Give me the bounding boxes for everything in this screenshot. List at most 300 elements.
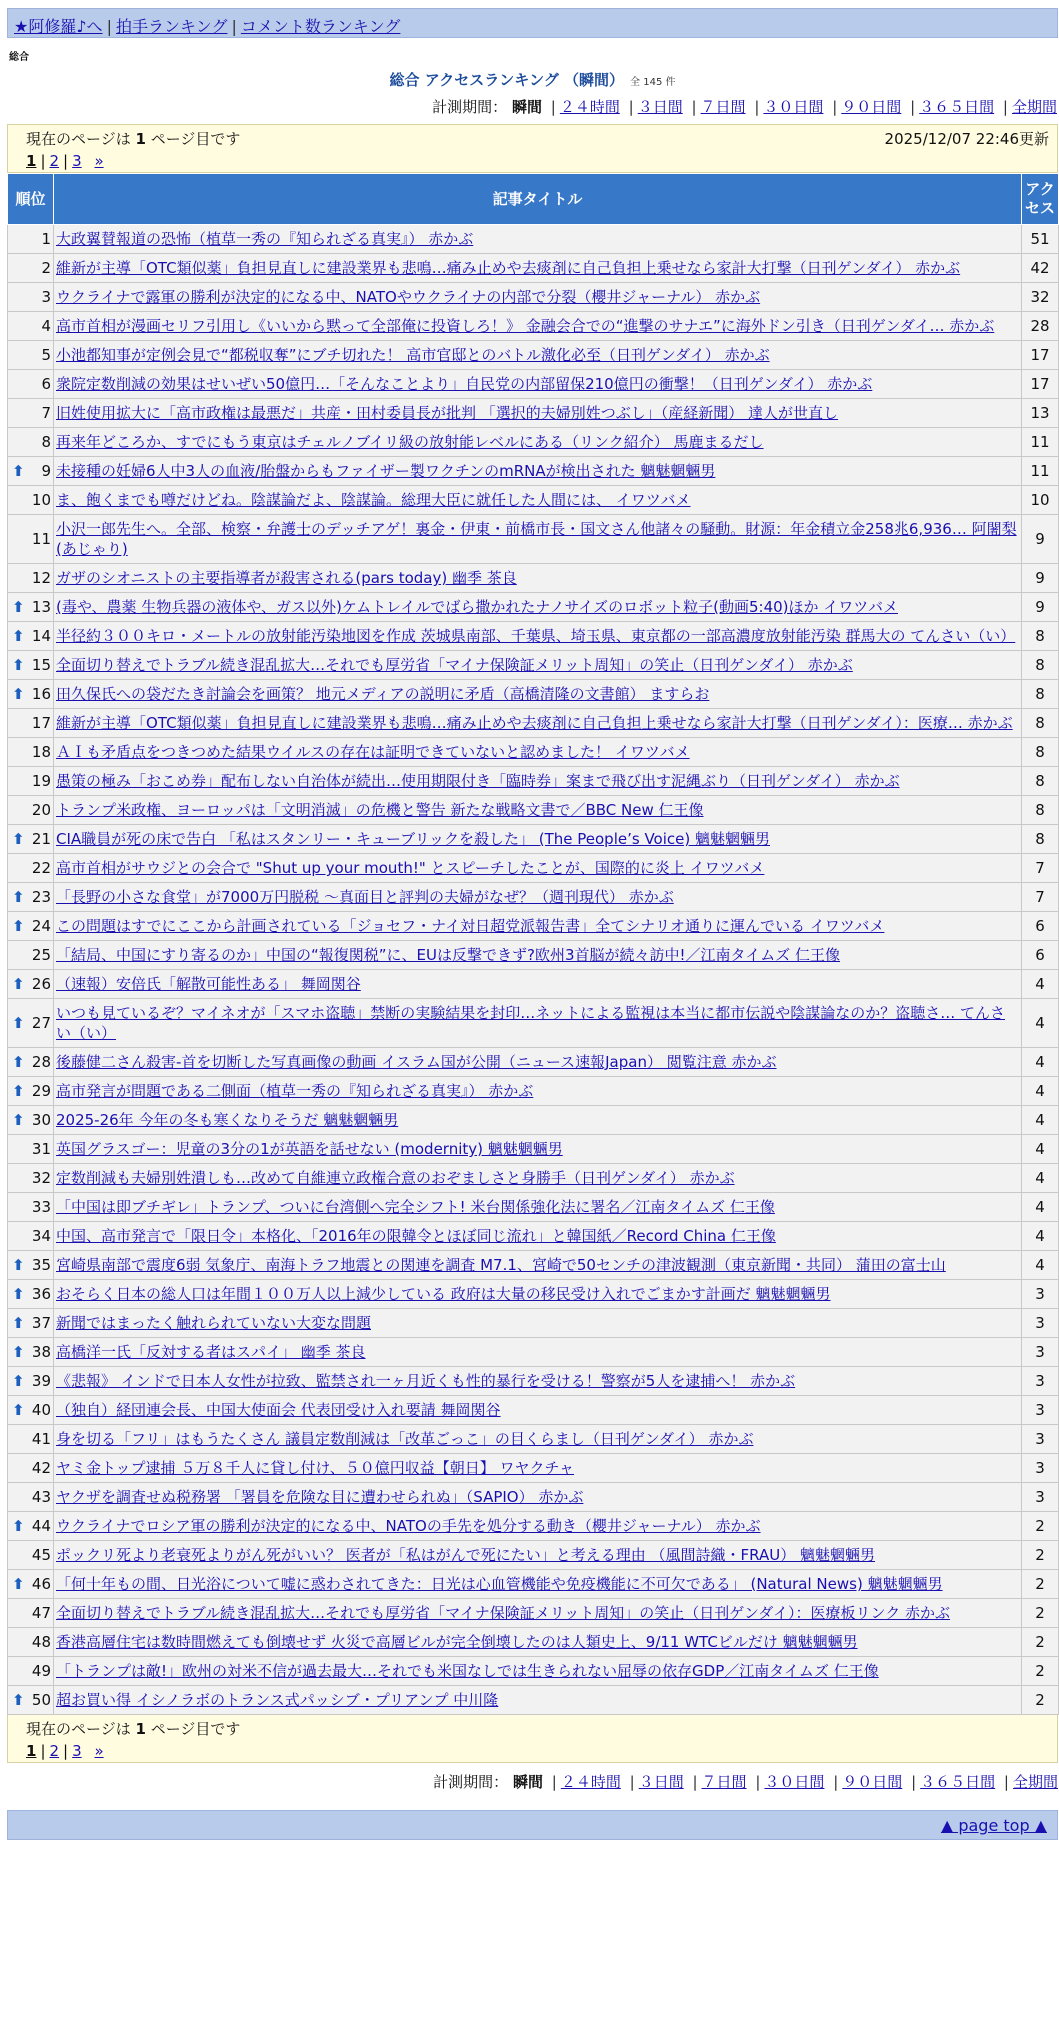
nav-link-comment-ranking[interactable]: コメント数ランキング xyxy=(240,17,401,36)
article-link[interactable]: 定数削減も夫婦別姓潰しも…改めて自維連立政権合意のおぞましさと身勝手（日刊ゲンダイ） 赤かぶ xyxy=(56,1169,735,1187)
article-link[interactable]: 「何十年もの間、日光浴について嘘に惑わされてきた：日光は心血管機能や免疫機能に不可欠である」 (Natural News) 魑魅魍魎男 xyxy=(56,1575,943,1593)
title-cell xyxy=(54,1628,1022,1657)
title-cell xyxy=(54,283,1022,312)
article-link[interactable]: ヤクザを調査せぬ税務署 「署員を危険な目に遭わせられぬ」（SAPIO） 赤かぶ xyxy=(56,1488,584,1506)
title-cell xyxy=(54,593,1022,622)
table-row xyxy=(8,1048,1059,1077)
page-link-next[interactable]: » xyxy=(94,1742,104,1760)
period-selector-top: 計測期間： 瞬間 | ２４時間 | ３日間 | ７日間 | ３０日間 | ９０日間 | ３６５日間 | 全期間 xyxy=(432,98,1057,116)
table-row xyxy=(8,1280,1059,1309)
title-cell xyxy=(54,564,1022,593)
article-link[interactable]: 中国、高市発言で「限日令」本格化、「2016年の限韓令とほぼ同じ流れ」と韓国紙／Record China 仁王像 xyxy=(56,1227,776,1245)
rank-up-arrow-icon: ⬆ xyxy=(12,830,25,848)
article-link[interactable]: 後藤健二さん殺害-首を切断した写真画像の動画 イスラム国が公開（ニュース速報Japan） 閲覧注意 赤かぶ xyxy=(56,1053,777,1071)
table-row xyxy=(8,1541,1059,1570)
rank-up-arrow-icon: ⬆ xyxy=(12,1014,25,1032)
rank-up-arrow-icon: ⬆ xyxy=(12,1082,25,1100)
article-link[interactable]: いつも見ているぞ？マイネオが「スマホ盗聴」禁断の実験結果を封印…ネットによる監視は本当に都市伝説や陰謀論なのか？盗聴さ… てんさい（い） xyxy=(56,1004,1006,1042)
title-cell xyxy=(54,767,1022,796)
rank-number: 17 xyxy=(31,714,51,732)
access-count: 10 xyxy=(1022,486,1059,515)
period-current: 瞬間 xyxy=(512,1773,543,1791)
page xyxy=(7,8,1058,1840)
period-link-90d[interactable]: ９０日間 xyxy=(841,98,902,116)
table-header-row xyxy=(8,174,1059,225)
access-count: 4 xyxy=(1022,999,1059,1048)
rank-up-arrow-icon: ⬆ xyxy=(12,685,25,703)
title-cell xyxy=(54,399,1022,428)
article-link[interactable]: ま、飽くまでも噂だけどね。陰謀論だよ、陰謀論。総理大臣に就任した人間には、 イワツバメ xyxy=(56,491,691,509)
rank-cell xyxy=(8,796,54,825)
header-title: 記事タイトル xyxy=(54,174,1022,225)
article-link[interactable]: 未接種の妊婦6人中3人の血液/胎盤からもファイザー製ワクチンのmRNAが検出された 魑魅魍魎男 xyxy=(56,462,716,480)
title-cell xyxy=(54,1309,1022,1338)
ranking-table xyxy=(7,173,1059,1715)
rank-number: 40 xyxy=(31,1401,51,1419)
rank-number: 13 xyxy=(31,598,51,616)
access-count: 8 xyxy=(1022,796,1059,825)
title-cell xyxy=(54,680,1022,709)
period-link-all[interactable]: 全期間 xyxy=(1012,1773,1058,1791)
article-link[interactable]: ウクライナでロシア軍の勝利が決定的になる中、NATOの手先を処分する動き（櫻井ジャーナル） 赤かぶ xyxy=(56,1517,761,1535)
access-count: 2 xyxy=(1022,1628,1059,1657)
rank-number: 8 xyxy=(41,433,51,451)
article-link[interactable]: 高市発言が問題である二側面（植草一秀の『知られざる真実』） 赤かぶ xyxy=(56,1082,534,1100)
article-link[interactable]: ガザのシオニストの主要指導者が殺害される(pars today) 幽季 茶良 xyxy=(56,569,517,587)
rank-cell xyxy=(8,593,54,622)
table-row xyxy=(8,796,1059,825)
access-count: 3 xyxy=(1022,1309,1059,1338)
rank-cell xyxy=(8,999,54,1048)
rank-cell xyxy=(8,1048,54,1077)
nav-link-home[interactable]: ★阿修羅♪へ xyxy=(14,17,103,36)
title-cell xyxy=(54,1222,1022,1251)
table-row xyxy=(8,941,1059,970)
table-row xyxy=(8,709,1059,738)
article-link[interactable]: 維新が主導「OTC類似薬」負担見直しに建設業界も悲鳴…痛み止めや去痰剤に自己負担上乗せなら家計大打撃（日刊ゲンダイ） 赤かぶ xyxy=(56,259,961,277)
article-link[interactable]: 《悲報》 インドで日本人女性が拉致、監禁され一ヶ月近くも性的暴行を受ける！警察が5人を逮捕へ！ 赤かぶ xyxy=(56,1372,796,1390)
rank-cell xyxy=(8,825,54,854)
page-link-2[interactable]: 2 xyxy=(49,1742,60,1760)
title-cell xyxy=(54,1367,1022,1396)
rank-number: 42 xyxy=(31,1459,51,1477)
rank-number: 26 xyxy=(31,975,51,993)
rank-number: 46 xyxy=(31,1575,51,1593)
title-cell xyxy=(54,651,1022,680)
access-count: 9 xyxy=(1022,515,1059,564)
access-count: 8 xyxy=(1022,622,1059,651)
rank-cell xyxy=(8,1222,54,1251)
section-label: 総合 xyxy=(9,52,29,63)
table-row xyxy=(8,1657,1059,1686)
article-link[interactable]: 小沢一郎先生へ。全部、検察・弁護士のデッチアゲ！裏金・伊東・前橋市長・国文さん他諸々の騒動。財源：年金積立金258兆6,936… 阿闍梨(あじゃり) xyxy=(56,520,1017,558)
table-row xyxy=(8,1106,1059,1135)
table-row xyxy=(8,428,1059,457)
rank-number: 14 xyxy=(31,627,51,645)
article-link[interactable]: 英国グラスゴー：児童の3分の1が英語を話せない (modernity) 魑魅魍魎男 xyxy=(56,1140,563,1158)
access-count: 7 xyxy=(1022,854,1059,883)
table-row xyxy=(8,738,1059,767)
current-page-text: 現在のページは 1 ページ目です xyxy=(26,1720,241,1738)
rank-up-arrow-icon: ⬆ xyxy=(12,627,25,645)
table-row xyxy=(8,457,1059,486)
article-link[interactable]: トランプ米政権、ヨーロッパは「文明消滅」の危機と警告 新たな戦略文書で／BBC New 仁王像 xyxy=(56,801,704,819)
table-row xyxy=(8,651,1059,680)
article-link[interactable]: 再来年どころか、すでにもう東京はチェルノブイリ級の放射能レベルにある（リンク紹介） 馬鹿まるだし xyxy=(56,433,764,451)
page-top-link[interactable]: ▲ page top ▲ xyxy=(940,1816,1047,1835)
nav-link-applause-ranking[interactable]: 拍手ランキング xyxy=(115,17,228,36)
rank-number: 5 xyxy=(41,346,51,364)
rank-cell xyxy=(8,1570,54,1599)
access-count: 2 xyxy=(1022,1570,1059,1599)
article-link[interactable]: 身を切る「フリ」はもうたくさん 議員定数削減は「改革ごっこ」の目くらまし（日刊ゲンダイ） 赤かぶ xyxy=(56,1430,754,1448)
access-count: 8 xyxy=(1022,825,1059,854)
period-link-7d[interactable]: ７日間 xyxy=(701,1773,747,1791)
article-link[interactable]: ポックリ死より老衰死よりがん死がいい？ 医者が「私はがんで死にたい」と考える理由 （風間詩織・FRAU） 魑魅魍魎男 xyxy=(56,1546,875,1564)
table-row xyxy=(8,970,1059,999)
rank-number: 37 xyxy=(31,1314,51,1332)
rank-cell xyxy=(8,1106,54,1135)
article-link[interactable]: (毒や、農薬 生物兵器の液体や、ガス以外)ケムトレイルでばら撒かれたナノサイズのロボット粒子(動画5:40)ほか イワツバメ xyxy=(56,598,898,616)
rank-number: 2 xyxy=(41,259,51,277)
article-link[interactable]: 高橋洋一氏「反対する者はスパイ」 幽季 茶良 xyxy=(56,1343,366,1361)
table-row xyxy=(8,564,1059,593)
title-cell xyxy=(54,428,1022,457)
rank-cell xyxy=(8,1396,54,1425)
access-count: 4 xyxy=(1022,1077,1059,1106)
table-row xyxy=(8,1135,1059,1164)
article-link[interactable]: 維新が主導「OTC類似薬」負担見直しに建設業界も悲鳴…痛み止めや去痰剤に自己負担上乗せなら家計大打撃（日刊ゲンダイ）：医療… 赤かぶ xyxy=(56,714,1013,732)
footer-bar xyxy=(7,1810,1058,1840)
table-row xyxy=(8,341,1059,370)
table-row xyxy=(8,1164,1059,1193)
rank-up-arrow-icon: ⬆ xyxy=(12,1372,25,1390)
rank-cell xyxy=(8,515,54,564)
table-row xyxy=(8,486,1059,515)
period-label: 計測期間： xyxy=(432,98,508,116)
rank-cell xyxy=(8,1077,54,1106)
rank-cell xyxy=(8,1193,54,1222)
access-count: 3 xyxy=(1022,1280,1059,1309)
table-row xyxy=(8,1396,1059,1425)
title-cell xyxy=(54,883,1022,912)
table-row xyxy=(8,622,1059,651)
access-count: 4 xyxy=(1022,1048,1059,1077)
title-cell xyxy=(54,941,1022,970)
table-row xyxy=(8,370,1059,399)
title-cell xyxy=(54,709,1022,738)
access-count: 4 xyxy=(1022,1106,1059,1135)
access-count: 8 xyxy=(1022,767,1059,796)
rank-cell xyxy=(8,1425,54,1454)
rank-up-arrow-icon: ⬆ xyxy=(12,1343,25,1361)
table-row xyxy=(8,1222,1059,1251)
rank-number: 25 xyxy=(31,946,51,964)
total-count: 全 145 件 xyxy=(630,77,676,88)
article-link[interactable]: 半径約３００キロ・メートルの放射能汚染地図を作成 茨城県南部、千葉県、埼玉県、東京都の一部高濃度放射能汚染 群馬大の てんさい（い） xyxy=(56,627,1016,645)
rank-cell xyxy=(8,1135,54,1164)
page-link-3[interactable]: 3 xyxy=(72,1742,82,1760)
period-link-365d[interactable]: ３６５日間 xyxy=(920,1773,996,1791)
access-count: 8 xyxy=(1022,738,1059,767)
table-row xyxy=(8,912,1059,941)
article-link[interactable]: （速報）安倍氏「解散可能性ある」 舞岡関谷 xyxy=(56,975,361,993)
period-link-30d[interactable]: ３０日間 xyxy=(764,1773,825,1791)
table-row xyxy=(8,1425,1059,1454)
period-label: 計測期間： xyxy=(433,1773,509,1791)
rank-up-arrow-icon: ⬆ xyxy=(12,1401,25,1419)
title-cell xyxy=(54,1251,1022,1280)
article-link[interactable]: 衆院定数削減の効果はせいぜい50億円…「そんなことより」自民党の内部留保210億円の衝撃！（日刊ゲンダイ） 赤かぶ xyxy=(56,375,873,393)
period-link-3d[interactable]: ３日間 xyxy=(637,98,683,116)
article-link[interactable]: 高市首相がサウジとの会合で "Shut up your mouth!" とスピーチしたことが、国際的に炎上 イワツバメ xyxy=(56,859,765,877)
table-row xyxy=(8,1193,1059,1222)
table-row xyxy=(8,1570,1059,1599)
rank-number: 1 xyxy=(41,230,51,248)
table-row xyxy=(8,1454,1059,1483)
rank-number: 31 xyxy=(31,1140,51,1158)
article-link[interactable]: 「トランプは敵!」欧州の対米不信が過去最大…それでも米国なしでは生きられない屈辱の依存GDP／江南タイムズ 仁王像 xyxy=(56,1662,879,1680)
rank-cell xyxy=(8,1512,54,1541)
rank-cell xyxy=(8,883,54,912)
rank-cell xyxy=(8,1686,54,1715)
rank-cell xyxy=(8,1367,54,1396)
rank-cell xyxy=(8,1483,54,1512)
article-link[interactable]: 超お買い得 イシノラボのトランス式パッシブ・プリアンプ 中川隆 xyxy=(56,1691,499,1709)
rank-cell xyxy=(8,486,54,515)
rank-up-arrow-icon: ⬆ xyxy=(12,1256,25,1274)
table-row xyxy=(8,854,1059,883)
page-link-next[interactable]: » xyxy=(94,152,104,170)
access-count: 6 xyxy=(1022,941,1059,970)
rank-cell xyxy=(8,680,54,709)
article-link[interactable]: 全面切り替えでトラブル続き混乱拡大…それでも厚労省「マイナ保険証メリット周知」の笑止（日刊ゲンダイ）：医療板リンク 赤かぶ xyxy=(56,1604,950,1622)
rank-number: 20 xyxy=(31,801,51,819)
table-row xyxy=(8,767,1059,796)
article-link[interactable]: 全面切り替えでトラブル続き混乱拡大…それでも厚労省「マイナ保険証メリット周知」の笑止（日刊ゲンダイ） 赤かぶ xyxy=(56,656,853,674)
rank-cell xyxy=(8,651,54,680)
rank-number: 45 xyxy=(31,1546,51,1564)
article-link[interactable]: 新聞ではまったく触れられていない大変な問題 xyxy=(56,1314,372,1332)
rank-number: 47 xyxy=(31,1604,51,1622)
top-nav-bar xyxy=(7,8,1058,38)
rank-cell xyxy=(8,1454,54,1483)
rank-number: 3 xyxy=(41,288,51,306)
access-count: 28 xyxy=(1022,312,1059,341)
rank-cell xyxy=(8,254,54,283)
access-count: 4 xyxy=(1022,1222,1059,1251)
rank-cell xyxy=(8,1251,54,1280)
rank-cell xyxy=(8,428,54,457)
rank-number: 15 xyxy=(31,656,51,674)
access-count: 4 xyxy=(1022,1135,1059,1164)
article-link[interactable]: 田久保氏への袋だたき討論会を画策？ 地元メディアの説明に矛盾（高橋清隆の文書館） ますらお xyxy=(56,685,710,703)
period-current: 瞬間 xyxy=(511,98,542,116)
period-link-30d[interactable]: ３０日間 xyxy=(763,98,824,116)
table-row xyxy=(8,1338,1059,1367)
table-row xyxy=(8,283,1059,312)
article-link[interactable]: ヤミ金トップ逮捕 ５万８千人に貸し付け、５０億円収益【朝日】 ワヤクチャ xyxy=(56,1459,575,1477)
rank-up-arrow-icon: ⬆ xyxy=(12,888,25,906)
rank-cell xyxy=(8,1657,54,1686)
article-link[interactable]: 「長野の小さな食堂」が7000万円脱税 ～真面目と評判の夫婦がなぜ？（週刊現代） 赤かぶ xyxy=(56,888,674,906)
rank-number: 35 xyxy=(31,1256,51,1274)
table-row xyxy=(8,312,1059,341)
table-row xyxy=(8,1686,1059,1715)
period-link-all[interactable]: 全期間 xyxy=(1011,98,1057,116)
rank-number: 24 xyxy=(31,917,51,935)
article-link[interactable]: （独自）経団連会長、中国大使面会 代表団受け入れ要請 舞岡関谷 xyxy=(56,1401,501,1419)
article-link[interactable]: CIA職員が死の床で告白 「私はスタンリー・キューブリックを殺した」 (The People’s Voice) 魑魅魍魎男 xyxy=(56,830,770,848)
title-cell xyxy=(54,854,1022,883)
title-cell xyxy=(54,1164,1022,1193)
article-link[interactable]: 高市首相が漫画セリフ引用し《いいから黙って全部俺に投資しろ！》 金融会合での“進撃のサナエ”に海外ドン引き（日刊ゲンダイ… 赤かぶ xyxy=(56,317,995,335)
page-link-2[interactable]: 2 xyxy=(49,152,60,170)
rank-number: 27 xyxy=(31,1014,51,1032)
rank-number: 44 xyxy=(31,1517,51,1535)
title-cell xyxy=(54,1048,1022,1077)
header-access: アクセス xyxy=(1022,174,1059,225)
access-count: 3 xyxy=(1022,1454,1059,1483)
nav-separator: | xyxy=(231,17,237,36)
title-cell xyxy=(54,796,1022,825)
article-link[interactable]: 小池都知事が定例会見で“都税収奪”にブチ切れた！ 高市官邸とのバトル激化必至（日刊ゲンダイ） 赤かぶ xyxy=(56,346,770,364)
rank-up-arrow-icon: ⬆ xyxy=(12,462,25,480)
title-cell xyxy=(54,1541,1022,1570)
rank-up-arrow-icon: ⬆ xyxy=(12,975,25,993)
access-count: 3 xyxy=(1022,1367,1059,1396)
rank-cell xyxy=(8,341,54,370)
rank-up-arrow-icon: ⬆ xyxy=(12,1314,25,1332)
article-link[interactable]: 旧姓使用拡大に「高市政権は最悪だ」共産・田村委員長が批判 「選択的夫婦別姓つぶし」（産経新聞） 達人が世直し xyxy=(56,404,839,422)
table-row xyxy=(8,680,1059,709)
period-link-24h[interactable]: ２４時間 xyxy=(559,98,620,116)
table-row xyxy=(8,825,1059,854)
rank-number: 10 xyxy=(31,491,51,509)
title-cell xyxy=(54,486,1022,515)
article-link[interactable]: 愚策の極み「おこめ券」配布しない自治体が続出…使用期限付き「臨時券」案まで飛び出す泥縄ぶり（日刊ゲンダイ） 赤かぶ xyxy=(56,772,900,790)
title-cell xyxy=(54,1599,1022,1628)
rank-up-arrow-icon: ⬆ xyxy=(12,1575,25,1593)
rank-cell xyxy=(8,767,54,796)
title-cell xyxy=(54,225,1022,254)
rank-up-arrow-icon: ⬆ xyxy=(12,917,25,935)
title-cell xyxy=(54,515,1022,564)
article-link[interactable]: 大政翼賛報道の恐怖（植草一秀の『知られざる真実』） 赤かぶ xyxy=(56,230,474,248)
access-count: 2 xyxy=(1022,1657,1059,1686)
article-link[interactable]: 香港高層住宅は数時間燃えても倒壊せず 火災で高層ビルが完全倒壊したのは人類史上、9/11 WTCビルだけ 魑魅魍魎男 xyxy=(56,1633,858,1651)
access-count: 9 xyxy=(1022,564,1059,593)
rank-cell xyxy=(8,1309,54,1338)
table-row xyxy=(8,593,1059,622)
access-count: 3 xyxy=(1022,1483,1059,1512)
table-row xyxy=(8,254,1059,283)
access-count: 2 xyxy=(1022,1512,1059,1541)
title-cell xyxy=(54,1135,1022,1164)
title-cell xyxy=(54,370,1022,399)
access-count: 3 xyxy=(1022,1425,1059,1454)
article-link[interactable]: おそらく日本の総人口は年間１００万人以上減少している 政府は大量の移民受け入れでごまかす計画だ 魑魅魍魎男 xyxy=(56,1285,831,1303)
article-link[interactable]: この問題はすでにここから計画されている「ジョセフ・ナイ対日超党派報告書」全てシナリオ通りに運んでいる イワツバメ xyxy=(56,917,885,935)
table-row xyxy=(8,1599,1059,1628)
pager-top xyxy=(7,124,1058,173)
rank-number: 21 xyxy=(31,830,51,848)
article-link[interactable]: 「中国は即ブチギレ」トランプ、ついに台湾側へ完全シフト! 米台関係強化法に署名／江南タイムズ 仁王像 xyxy=(56,1198,775,1216)
rank-up-arrow-icon: ⬆ xyxy=(12,598,25,616)
rank-up-arrow-icon: ⬆ xyxy=(12,1691,25,1709)
period-selector-bottom: 計測期間： 瞬間 | ２４時間 | ３日間 | ７日間 | ３０日間 | ９０日間 | ３６５日間 | 全期間 xyxy=(433,1773,1058,1791)
rank-cell xyxy=(8,457,54,486)
table-row xyxy=(8,399,1059,428)
article-link[interactable]: 「結局、中国にすり寄るのか」中国の“報復関税”に、EUは反撃できず?欧州3首脳が続々訪中!／江南タイムズ 仁王像 xyxy=(56,946,840,964)
period-link-90d[interactable]: ９０日間 xyxy=(842,1773,903,1791)
rank-number: 34 xyxy=(31,1227,51,1245)
title-cell xyxy=(54,970,1022,999)
pager-bottom xyxy=(7,1715,1058,1763)
rank-cell xyxy=(8,622,54,651)
rank-cell xyxy=(8,1628,54,1657)
rank-cell xyxy=(8,370,54,399)
article-link[interactable]: ウクライナで露軍の勝利が決定的になる中、NATOやウクライナの内部で分裂（櫻井ジャーナル） 赤かぶ xyxy=(56,288,761,306)
access-count: 4 xyxy=(1022,1193,1059,1222)
rank-number: 7 xyxy=(41,404,51,422)
article-link[interactable]: ＡＩも矛盾点をつきつめた結果ウイルスの存在は証明できていないと認めました！ イワツバメ xyxy=(56,743,690,761)
article-link[interactable]: 宮崎県南部で震度6弱 気象庁、南海トラフ地震との関連を調査 M7.1、宮崎で50センチの津波観測（東京新聞・共同） 蒲田の富士山 xyxy=(56,1256,946,1274)
table-row xyxy=(8,1628,1059,1657)
rank-number: 48 xyxy=(31,1633,51,1651)
title-cell xyxy=(54,825,1022,854)
rank-number: 11 xyxy=(31,530,51,548)
table-row xyxy=(8,883,1059,912)
rank-cell xyxy=(8,312,54,341)
access-count: 8 xyxy=(1022,709,1059,738)
period-link-365d[interactable]: ３６５日間 xyxy=(919,98,995,116)
rank-number: 33 xyxy=(31,1198,51,1216)
title-cell xyxy=(54,1570,1022,1599)
table-row xyxy=(8,225,1059,254)
rank-up-arrow-icon: ⬆ xyxy=(12,1111,25,1129)
access-count: 2 xyxy=(1022,1541,1059,1570)
title-cell xyxy=(54,1280,1022,1309)
rank-number: 43 xyxy=(31,1488,51,1506)
table-row xyxy=(8,1512,1059,1541)
period-link-24h[interactable]: ２４時間 xyxy=(560,1773,621,1791)
rank-number: 18 xyxy=(31,743,51,761)
page-links: 1 | 2 | 3 » xyxy=(26,152,104,170)
access-count: 17 xyxy=(1022,341,1059,370)
access-count: 2 xyxy=(1022,1686,1059,1715)
page-link-3[interactable]: 3 xyxy=(72,152,82,170)
title-cell xyxy=(54,1193,1022,1222)
rank-cell xyxy=(8,970,54,999)
title-cell xyxy=(54,999,1022,1048)
header-rank: 順位 xyxy=(8,174,54,225)
rank-number: 39 xyxy=(31,1372,51,1390)
title-cell xyxy=(54,1077,1022,1106)
access-count: 4 xyxy=(1022,970,1059,999)
table-row xyxy=(8,1367,1059,1396)
rank-cell xyxy=(8,225,54,254)
rank-number: 12 xyxy=(31,569,51,587)
access-count: 32 xyxy=(1022,283,1059,312)
article-link[interactable]: 2025-26年 今年の冬も寒くなりそうだ 魑魅魍魎男 xyxy=(56,1111,399,1129)
title-cell xyxy=(54,1454,1022,1483)
period-link-7d[interactable]: ７日間 xyxy=(700,98,746,116)
access-count: 17 xyxy=(1022,370,1059,399)
access-count: 9 xyxy=(1022,593,1059,622)
period-link-3d[interactable]: ３日間 xyxy=(638,1773,684,1791)
access-count: 8 xyxy=(1022,651,1059,680)
